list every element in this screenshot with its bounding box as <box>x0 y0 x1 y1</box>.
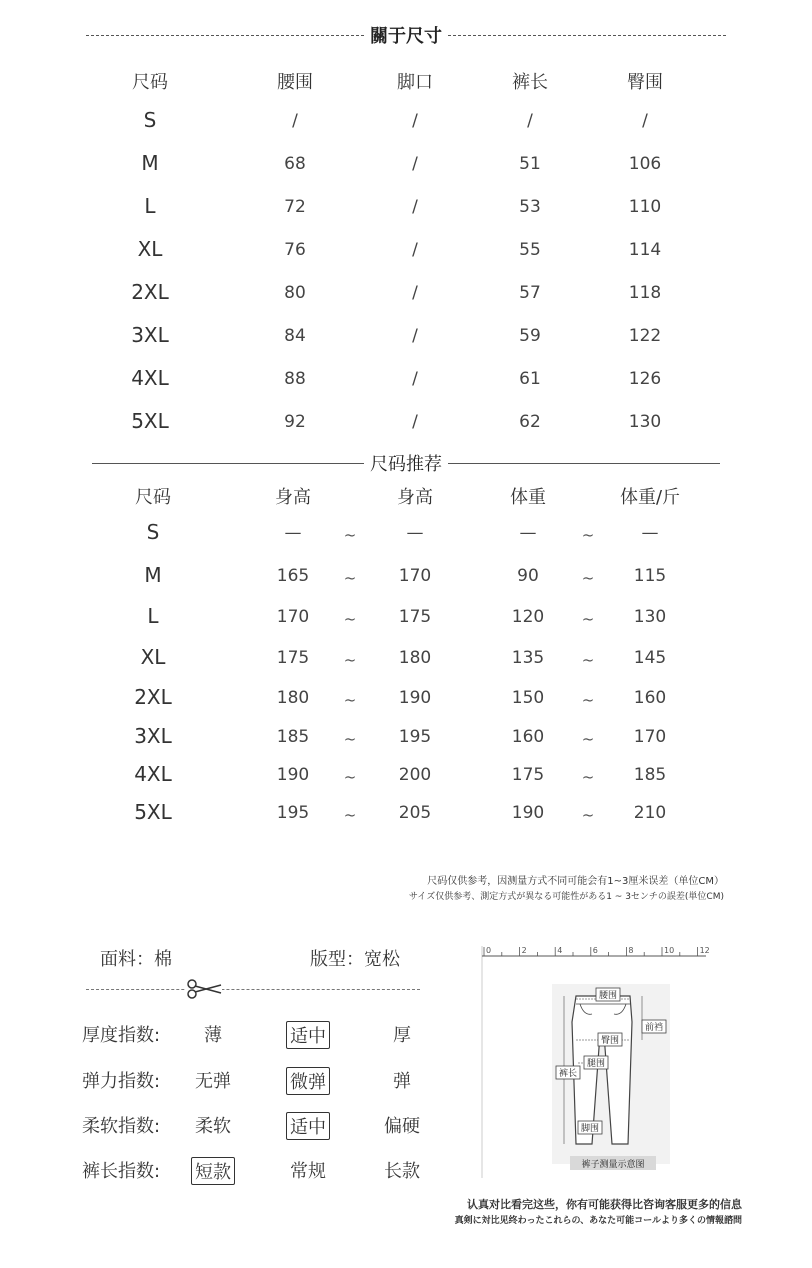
range-tilde: ~ <box>343 610 357 628</box>
size-value: / <box>412 283 418 303</box>
size-header-cell: 腰围 <box>277 72 313 93</box>
range-tilde: ~ <box>581 768 595 786</box>
index-option: 长款 <box>384 1161 420 1182</box>
index-option: 薄 <box>204 1025 222 1046</box>
size-value: 122 <box>628 326 662 346</box>
size-value: 51 <box>519 154 541 174</box>
size-header-cell: 臀围 <box>627 72 663 93</box>
recommend-title-text: 尺码推荐 <box>370 454 442 475</box>
recommend-value: 190 <box>276 765 310 785</box>
ruler-tick-label: 0 <box>486 946 492 955</box>
range-tilde: ~ <box>581 730 595 748</box>
scissor-divider <box>86 979 420 999</box>
range-tilde: ~ <box>581 691 595 709</box>
range-tilde: ~ <box>581 651 595 669</box>
range-tilde: ~ <box>343 768 357 786</box>
ruler-tick-label: 8 <box>628 946 634 955</box>
range-tilde: ~ <box>343 651 357 669</box>
size-header-cell: 脚口 <box>397 72 433 93</box>
recommend-size-label: 2XL <box>134 685 172 709</box>
size-value: 106 <box>628 154 662 174</box>
recommend-value: 210 <box>633 803 667 823</box>
index-label: 弹力指数: <box>82 1071 161 1092</box>
size-value: 53 <box>519 197 541 217</box>
recommend-value: 195 <box>276 803 310 823</box>
recommend-value: 175 <box>398 607 432 627</box>
size-value: 62 <box>519 412 541 432</box>
size-value: 59 <box>519 326 541 346</box>
size-value: / <box>642 111 648 131</box>
index-option-selected: 适中 <box>286 1021 330 1049</box>
recommend-header-cell: 身高 <box>397 487 433 508</box>
size-value: 118 <box>628 283 662 303</box>
size-value: 57 <box>519 283 541 303</box>
size-value: 88 <box>284 369 306 389</box>
recommend-header-cell: 身高 <box>275 487 311 508</box>
recommend-value: 170 <box>633 727 667 747</box>
recommend-size-label: XL <box>140 645 166 669</box>
recommend-value: 175 <box>511 765 545 785</box>
size-value: 130 <box>628 412 662 432</box>
recommend-value: 145 <box>633 648 667 668</box>
size-header-cell: 尺码 <box>132 72 168 93</box>
range-tilde: ~ <box>581 526 595 544</box>
size-value: 92 <box>284 412 306 432</box>
range-tilde: ~ <box>343 526 357 544</box>
recommend-value: 165 <box>276 566 310 586</box>
range-tilde: ~ <box>581 610 595 628</box>
size-value: 55 <box>519 240 541 260</box>
size-value: 61 <box>519 369 541 389</box>
recommend-value: 205 <box>398 803 432 823</box>
note-cn: 尺码仅供参考，因测量方式不同可能会有1~3厘米误差（单位CM） <box>427 876 724 887</box>
length-label: 裤长 <box>558 1069 578 1079</box>
ruler-tick-label: 4 <box>557 946 563 955</box>
size-value: / <box>412 369 418 389</box>
recommend-value: 115 <box>633 566 667 586</box>
ruler-tick-label: 10 <box>664 946 675 955</box>
recommend-size-label: 3XL <box>134 724 172 748</box>
recommend-value: — <box>406 523 424 543</box>
note-jp: サイズ仅供参考、測定方式が異なる可能性がある1 ~ 3センチの誤差(単位CM) <box>408 892 724 902</box>
scissors-icon <box>186 979 222 999</box>
size-value: 126 <box>628 369 662 389</box>
footer-jp: 真剣に対比见终わったこれらの、あなた可能コールより多くの情報諮問 <box>454 1216 742 1226</box>
size-value: 84 <box>284 326 306 346</box>
size-value: 114 <box>628 240 662 260</box>
recommend-size-label: L <box>147 604 159 628</box>
recommend-value: 130 <box>633 607 667 627</box>
thigh-label: 腿围 <box>586 1059 606 1069</box>
recommend-value: 175 <box>276 648 310 668</box>
recommend-value: 150 <box>511 688 545 708</box>
footer-cn: 认真对比看完这些，你有可能获得比咨询客服更多的信息 <box>467 1198 742 1211</box>
recommend-value: 200 <box>398 765 432 785</box>
index-option: 无弹 <box>195 1071 231 1092</box>
index-option-selected: 微弹 <box>286 1067 330 1095</box>
index-option: 厚 <box>393 1025 411 1046</box>
range-tilde: ~ <box>581 569 595 587</box>
recommend-size-label: 4XL <box>134 762 172 786</box>
recommend-section-title <box>92 450 720 476</box>
size-header-cell: 裤长 <box>512 72 548 93</box>
size-value: 68 <box>284 154 306 174</box>
recommend-value: 135 <box>511 648 545 668</box>
size-label: XL <box>137 237 163 261</box>
index-option: 弹 <box>393 1071 411 1092</box>
index-label: 裤长指数: <box>82 1161 161 1182</box>
range-tilde: ~ <box>343 806 357 824</box>
size-value: 72 <box>284 197 306 217</box>
ruler-tick-label: 6 <box>592 946 598 955</box>
diagram-caption: 裤子测量示意图 <box>581 1160 645 1170</box>
recommend-value: 185 <box>633 765 667 785</box>
range-tilde: ~ <box>343 691 357 709</box>
fit-label: 版型：宽松 <box>310 949 400 970</box>
ruler-tick-label: 2 <box>521 946 527 955</box>
pants-measurement-diagram <box>480 944 710 1180</box>
recommend-value: 180 <box>398 648 432 668</box>
recommend-header-cell: 体重 <box>510 487 546 508</box>
recommend-value: 170 <box>398 566 432 586</box>
size-value: / <box>412 412 418 432</box>
size-label: M <box>141 151 159 175</box>
size-value: / <box>412 111 418 131</box>
recommend-value: 195 <box>398 727 432 747</box>
size-label: S <box>143 108 157 132</box>
size-label: L <box>144 194 156 218</box>
recommend-value: 160 <box>511 727 545 747</box>
hem-label: 脚围 <box>580 1124 600 1134</box>
ruler-tick-label: 12 <box>699 946 710 955</box>
recommend-value: 170 <box>276 607 310 627</box>
size-value: / <box>412 240 418 260</box>
recommend-value: — <box>284 523 302 543</box>
hip-label: 臀围 <box>600 1036 620 1046</box>
size-label: 3XL <box>131 323 169 347</box>
index-label: 厚度指数: <box>82 1025 161 1046</box>
rise-label: 前裆 <box>644 1023 664 1033</box>
recommend-value: 180 <box>276 688 310 708</box>
size-value: / <box>412 154 418 174</box>
ruler <box>484 946 710 956</box>
size-label: 2XL <box>131 280 169 304</box>
range-tilde: ~ <box>343 730 357 748</box>
size-value: / <box>527 111 533 131</box>
size-label: 4XL <box>131 366 169 390</box>
index-option-selected: 适中 <box>286 1112 330 1140</box>
recommend-size-label: 5XL <box>134 800 172 824</box>
recommend-value: — <box>641 523 659 543</box>
size-label: 5XL <box>131 409 169 433</box>
waist-label: 腰围 <box>598 991 618 1001</box>
size-value: 110 <box>628 197 662 217</box>
index-option: 常规 <box>290 1161 326 1182</box>
size-title-text: 關于尺寸 <box>370 26 442 47</box>
size-value: 80 <box>284 283 306 303</box>
material-label: 面料：棉 <box>100 949 172 970</box>
recommend-value: 160 <box>633 688 667 708</box>
recommend-value: — <box>519 523 537 543</box>
index-option: 柔软 <box>195 1116 231 1137</box>
recommend-value: 90 <box>517 566 539 586</box>
size-value: / <box>412 326 418 346</box>
recommend-header-cell: 尺码 <box>135 487 171 508</box>
index-label: 柔软指数: <box>82 1116 161 1137</box>
recommend-header-cell: 体重/斤 <box>619 487 681 508</box>
size-section-title <box>86 22 726 48</box>
range-tilde: ~ <box>343 569 357 587</box>
size-value: / <box>412 197 418 217</box>
size-value: 76 <box>284 240 306 260</box>
range-tilde: ~ <box>581 806 595 824</box>
recommend-size-label: S <box>146 520 160 544</box>
recommend-size-label: M <box>144 563 162 587</box>
index-option: 偏硬 <box>384 1116 420 1137</box>
recommend-value: 120 <box>511 607 545 627</box>
recommend-value: 185 <box>276 727 310 747</box>
recommend-value: 190 <box>511 803 545 823</box>
index-option-selected: 短款 <box>191 1157 235 1185</box>
size-value: / <box>292 111 298 131</box>
recommend-value: 190 <box>398 688 432 708</box>
